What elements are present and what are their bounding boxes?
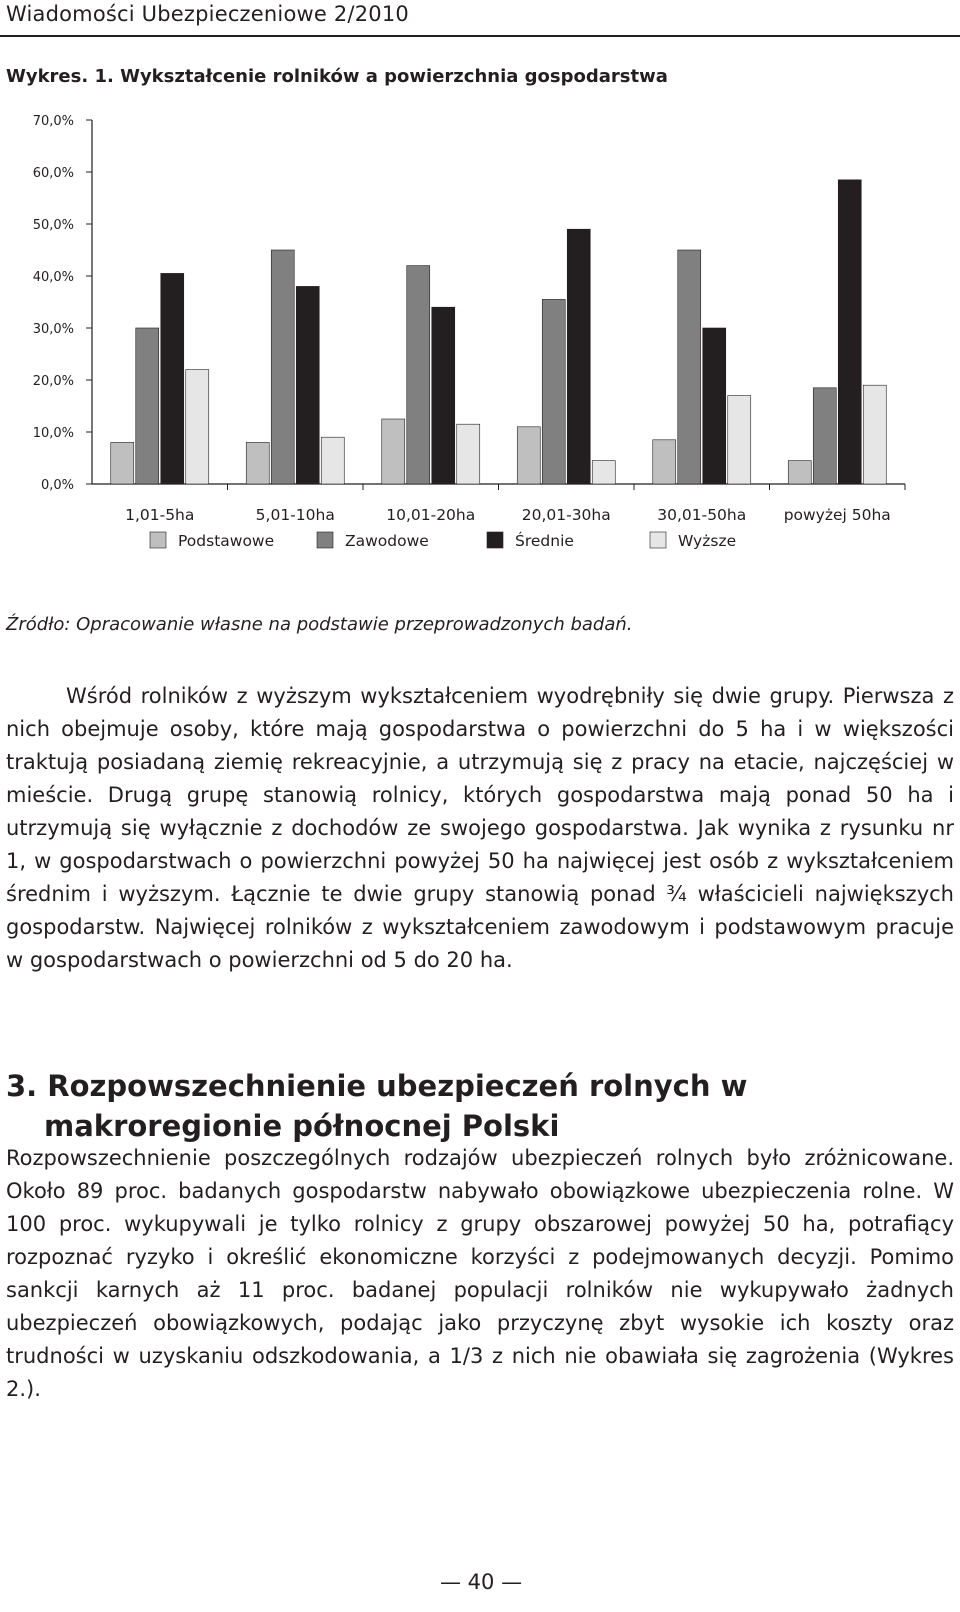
bar-zawodowe-3 xyxy=(407,266,430,484)
bar-wyższe-6 xyxy=(863,385,886,484)
bar-podstawowe-3 xyxy=(382,419,405,484)
bar-zawodowe-5 xyxy=(678,250,701,484)
x-tick-label: 10,01-20ha xyxy=(386,506,476,524)
bar-średnie-4 xyxy=(567,229,590,484)
x-tick-label: 1,01-5ha xyxy=(125,506,195,524)
legend-swatch-wyższe xyxy=(650,532,666,548)
y-tick-label: 30,0% xyxy=(32,322,74,337)
bar-zawodowe-2 xyxy=(271,250,294,484)
legend-swatch-zawodowe xyxy=(317,532,333,548)
figure-caption: Wykres. 1. Wykształcenie rolników a powierzchnia gospodarstwa xyxy=(6,66,668,87)
header-rule xyxy=(0,35,960,37)
x-tick-label: 20,01-30ha xyxy=(521,506,611,524)
bar-wyższe-5 xyxy=(728,396,751,484)
legend-swatch-średnie xyxy=(487,532,503,548)
y-tick-label: 0,0% xyxy=(40,478,74,493)
legend-label: Średnie xyxy=(515,532,574,550)
legend-label: Wyższe xyxy=(678,532,737,550)
bar-chart xyxy=(0,100,960,580)
bar-średnie-2 xyxy=(296,286,319,484)
page-number: — 40 — xyxy=(440,1570,523,1594)
y-tick-label: 70,0% xyxy=(32,114,74,129)
x-tick-label: 5,01-10ha xyxy=(255,506,335,524)
bar-zawodowe-6 xyxy=(813,388,836,484)
bar-podstawowe-2 xyxy=(246,442,269,484)
bar-zawodowe-1 xyxy=(136,328,159,484)
y-tick-label: 60,0% xyxy=(32,166,74,181)
section-heading: 3. Rozpowszechnienie ubezpieczeń rolnych w makroregionie północnej Polski xyxy=(6,1069,748,1143)
bar-podstawowe-5 xyxy=(653,440,676,484)
legend-label: Zawodowe xyxy=(345,532,429,550)
y-tick-label: 20,0% xyxy=(32,374,74,389)
source-note: Źródło: Opracowanie własne na podstawie przeprowadzonych badań. xyxy=(6,614,633,635)
bar-średnie-5 xyxy=(703,328,726,484)
bar-zawodowe-4 xyxy=(542,299,565,484)
bar-średnie-1 xyxy=(161,273,184,484)
x-tick-label: 30,01-50ha xyxy=(657,506,747,524)
bar-średnie-6 xyxy=(838,180,861,484)
bar-podstawowe-6 xyxy=(788,461,811,484)
running-header: Wiadomości Ubezpieczeniowe 2/2010 xyxy=(6,2,409,26)
bar-podstawowe-1 xyxy=(111,442,134,484)
bar-wyższe-1 xyxy=(186,370,209,484)
y-tick-label: 50,0% xyxy=(32,218,74,233)
body-paragraph: Wśród rolników z wyższym wykształceniem wyodrębniły się dwie grupy. Pierwsza z nich obejmuje osoby, które mają gospodarstwa o powierzchni do 5 ha i w większości traktują posiadaną ziemię rekreacyjnie, a utrzymują się z pracy na etacie, najczęściej w mieście. Drugą grupę stanowią rolnicy, których gospodarstwa mają ponad 50 ha i utrzymują się wyłącznie z dochodów ze swojego gospodarstwa. Jak wynika z rysunku nr 1, w gospodarstwach o powierzchni powyżej 50 ha najwięcej jest osób z wykształceniem średnim i wyższym. Łącznie te dwie grupy stanowią ponad ¾ właścicieli największych gospodarstw. Najwięcej rolników z wykształceniem zawodowym i podstawowym pracuje w gospodarstwach o powierzchni od 5 do 20 ha. xyxy=(6,684,954,972)
bar-wyższe-2 xyxy=(321,437,344,484)
legend-swatch-podstawowe xyxy=(150,532,166,548)
bar-średnie-3 xyxy=(432,307,455,484)
bar-podstawowe-4 xyxy=(517,427,540,484)
x-tick-label: powyżej 50ha xyxy=(783,506,891,524)
bar-wyższe-4 xyxy=(592,461,615,484)
body-paragraph: Rozpowszechnienie poszczególnych rodzajów ubezpieczeń rolnych było zróżnicowane. Około 89 proc. badanych gospodarstw nabywało obowiązkowe ubezpieczenia rolne. W 100 proc. wykupywali je tylko rolnicy z grupy obszarowej powyżej 50 ha, potrafiący rozpoznać ryzyko i określić ekonomiczne korzyści z podejmowanych decyzji. Pomimo sankcji karnych aż 11 proc. badanej populacji rolników nie wykupywało żadnych ubezpieczeń obowiązkowych, podając jako przyczynę zbyt wysokie ich koszty oraz trudności w uzyskaniu odszkodowania, a 1/3 z nich nie obawiała się zagrożenia (Wykres 2.). xyxy=(6,1146,954,1401)
y-tick-label: 10,0% xyxy=(32,426,74,441)
legend-label: Podstawowe xyxy=(178,532,275,550)
bar-wyższe-3 xyxy=(457,424,480,484)
y-tick-label: 40,0% xyxy=(32,270,74,285)
